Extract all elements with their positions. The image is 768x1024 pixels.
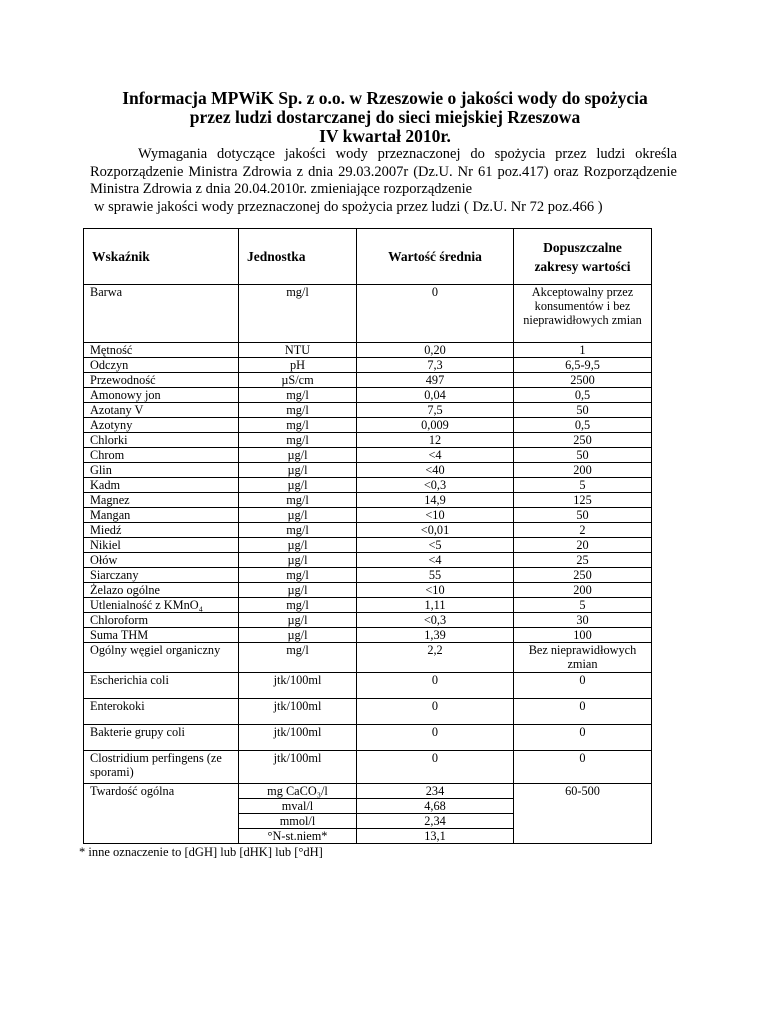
table-row	[84, 568, 652, 583]
indicator-allowed-range: 2	[514, 523, 652, 538]
table-row	[84, 553, 652, 568]
indicator-allowed-range: 250	[514, 433, 652, 448]
indicator-name: Amonowy jon	[84, 388, 239, 403]
table-row	[84, 358, 652, 373]
indicator-allowed-range: 50	[514, 403, 652, 418]
hardness-unit: °N-st.niem*	[239, 829, 357, 844]
table-row	[84, 699, 652, 725]
indicator-unit: mg/l	[239, 388, 357, 403]
intro-text-main: Wymagania dotyczące jakości wody przeznaczonej do spożycia przez ludzi określa Rozporządzenie Ministra Zdrowia z dnia 29.03.2007r (Dz.U. Nr 61 poz.417) oraz Rozporządzenie Ministra Zdrowia z dnia 20.04.2010r. zmieniające rozporządzenie	[90, 146, 677, 197]
indicator-average-value: <40	[357, 463, 514, 478]
indicator-unit: mg/l	[239, 643, 357, 673]
indicator-unit: NTU	[239, 343, 357, 358]
indicator-name: Nikiel	[84, 538, 239, 553]
indicator-average-value: 0,20	[357, 343, 514, 358]
indicator-allowed-range: 0	[514, 725, 652, 751]
indicator-average-value: <4	[357, 553, 514, 568]
indicator-average-value: 0,009	[357, 418, 514, 433]
indicator-name: Escherichia coli	[84, 673, 239, 699]
water-quality-table	[83, 228, 652, 844]
indicator-unit: µg/l	[239, 628, 357, 643]
table-row	[84, 343, 652, 358]
indicator-average-value: 1,39	[357, 628, 514, 643]
header-wskaznik: Wskaźnik	[84, 229, 239, 285]
indicator-unit: µg/l	[239, 613, 357, 628]
title-line-2: przez ludzi dostarczanej do sieci miejskiej Rzeszowa	[189, 107, 581, 127]
indicator-unit: µg/l	[239, 463, 357, 478]
indicator-unit: mg/l	[239, 598, 357, 613]
indicator-average-value: <0,01	[357, 523, 514, 538]
indicator-average-value: 1,11	[357, 598, 514, 613]
table-row	[84, 388, 652, 403]
table-row-hardness	[84, 784, 652, 799]
indicator-unit: jtk/100ml	[239, 725, 357, 751]
header-dopuszczalne-zakresy: Dopuszczalne zakresy wartości	[514, 229, 652, 285]
indicator-unit: mg/l	[239, 403, 357, 418]
indicator-name: Clostridium perfingens (ze sporami)	[84, 751, 239, 784]
indicator-average-value: 0	[357, 725, 514, 751]
indicator-unit: µg/l	[239, 553, 357, 568]
indicator-name: Barwa	[84, 285, 239, 343]
table-row	[84, 285, 652, 343]
indicator-average-value: 55	[357, 568, 514, 583]
indicator-average-value: <10	[357, 508, 514, 523]
hardness-unit: mmol/l	[239, 814, 357, 829]
indicator-allowed-range: Bez nieprawidłowych zmian	[514, 643, 652, 673]
indicator-unit: mg/l	[239, 418, 357, 433]
table-row	[84, 508, 652, 523]
indicator-name: Ołów	[84, 553, 239, 568]
indicator-average-value: 2,2	[357, 643, 514, 673]
table-row	[84, 463, 652, 478]
table-row	[84, 673, 652, 699]
indicator-name: Przewodność	[84, 373, 239, 388]
table-row	[84, 373, 652, 388]
indicator-allowed-range: 2500	[514, 373, 652, 388]
indicator-average-value: 0	[357, 285, 514, 343]
indicator-name: Bakterie grupy coli	[84, 725, 239, 751]
indicator-average-value: 497	[357, 373, 514, 388]
indicator-allowed-range: 0,5	[514, 388, 652, 403]
indicator-allowed-range: 200	[514, 463, 652, 478]
indicator-allowed-range: 125	[514, 493, 652, 508]
indicator-allowed-range: 25	[514, 553, 652, 568]
indicator-name: Ogólny węgiel organiczny	[84, 643, 239, 673]
indicator-unit: µg/l	[239, 583, 357, 598]
footnote: * inne oznaczenie to [dGH] lub [dHK] lub [°dH]	[79, 845, 323, 859]
indicator-name: Odczyn	[84, 358, 239, 373]
indicator-allowed-range: 6,5-9,5	[514, 358, 652, 373]
indicator-name: Kadm	[84, 478, 239, 493]
indicator-unit: µg/l	[239, 508, 357, 523]
indicator-average-value: <5	[357, 538, 514, 553]
indicator-average-value: 12	[357, 433, 514, 448]
indicator-name: Azotany V	[84, 403, 239, 418]
indicator-unit: mg/l	[239, 493, 357, 508]
indicator-unit: mg/l	[239, 285, 357, 343]
indicator-allowed-range: 5	[514, 598, 652, 613]
indicator-allowed-range: 20	[514, 538, 652, 553]
indicator-unit: µg/l	[239, 448, 357, 463]
indicator-unit: µS/cm	[239, 373, 357, 388]
indicator-allowed-range: 250	[514, 568, 652, 583]
indicator-unit: mg/l	[239, 433, 357, 448]
indicator-name: Azotyny	[84, 418, 239, 433]
table-row	[84, 725, 652, 751]
hardness-unit: mval/l	[239, 799, 357, 814]
table-row	[84, 403, 652, 418]
indicator-name: Chlorki	[84, 433, 239, 448]
table-row	[84, 628, 652, 643]
indicator-average-value: 0	[357, 751, 514, 784]
indicator-name: Glin	[84, 463, 239, 478]
indicator-allowed-range: 30	[514, 613, 652, 628]
table-row	[84, 613, 652, 628]
indicator-name: Suma THM	[84, 628, 239, 643]
indicator-unit: mg/l	[239, 523, 357, 538]
hardness-value: 234	[357, 784, 514, 799]
indicator-average-value: <4	[357, 448, 514, 463]
indicator-allowed-range: 0,5	[514, 418, 652, 433]
indicator-name: Siarczany	[84, 568, 239, 583]
table-row	[84, 583, 652, 598]
indicator-name: Chloroform	[84, 613, 239, 628]
table-row	[84, 538, 652, 553]
indicator-unit: jtk/100ml	[239, 699, 357, 725]
title-line-1: Informacja MPWiK Sp. z o.o. w Rzeszowie o jakości wody do spożycia	[122, 88, 648, 108]
indicator-average-value: 7,5	[357, 403, 514, 418]
indicator-average-value: <10	[357, 583, 514, 598]
table-row	[84, 448, 652, 463]
table-row	[84, 598, 652, 613]
indicator-name: Chrom	[84, 448, 239, 463]
indicator-name: Żelazo ogólne	[84, 583, 239, 598]
indicator-average-value: 14,9	[357, 493, 514, 508]
indicator-average-value: 7,3	[357, 358, 514, 373]
indicator-average-value: 0	[357, 673, 514, 699]
table-row	[84, 493, 652, 508]
table-row	[84, 433, 652, 448]
indicator-average-value: 0,04	[357, 388, 514, 403]
indicator-unit: pH	[239, 358, 357, 373]
indicator-name: Magnez	[84, 493, 239, 508]
table-row	[84, 478, 652, 493]
table-row	[84, 523, 652, 538]
table-body	[84, 285, 652, 844]
indicator-unit: µg/l	[239, 478, 357, 493]
indicator-unit: jtk/100ml	[239, 751, 357, 784]
indicator-unit: µg/l	[239, 538, 357, 553]
indicator-name: Utlenialność z KMnO₄	[84, 598, 239, 613]
intro-paragraph	[90, 146, 677, 216]
indicator-average-value: <0,3	[357, 478, 514, 493]
indicator-allowed-range: 0	[514, 699, 652, 725]
title-line-3: IV kwartał 2010r.	[319, 126, 451, 146]
indicator-average-value: 0	[357, 699, 514, 725]
indicator-unit: jtk/100ml	[239, 673, 357, 699]
indicator-allowed-range: 50	[514, 508, 652, 523]
indicator-name: Mangan	[84, 508, 239, 523]
indicator-allowed-range: 5	[514, 478, 652, 493]
indicator-allowed-range: 100	[514, 628, 652, 643]
table-row	[84, 418, 652, 433]
hardness-value: 4,68	[357, 799, 514, 814]
hardness-allowed-range: 60-500	[514, 784, 652, 844]
hardness-value: 2,34	[357, 814, 514, 829]
hardness-unit: mg CaCO₃/l	[239, 784, 357, 799]
indicator-average-value: <0,3	[357, 613, 514, 628]
indicator-allowed-range: 200	[514, 583, 652, 598]
indicator-allowed-range: 0	[514, 751, 652, 784]
table-row	[84, 751, 652, 784]
table-row	[84, 643, 652, 673]
hardness-name: Twardość ogólna	[84, 784, 239, 844]
indicator-allowed-range: 0	[514, 673, 652, 699]
intro-text-last: w sprawie jakości wody przeznaczonej do spożycia przez ludzi ( Dz.U. Nr 72 poz.466 )	[94, 198, 603, 215]
indicator-allowed-range: 50	[514, 448, 652, 463]
table-header-row	[84, 229, 652, 285]
indicator-name: Miedź	[84, 523, 239, 538]
indicator-unit: mg/l	[239, 568, 357, 583]
indicator-name: Enterokoki	[84, 699, 239, 725]
indicator-allowed-range: 1	[514, 343, 652, 358]
header-wartosc-srednia: Wartość średnia	[357, 229, 514, 285]
indicator-name: Mętność	[84, 343, 239, 358]
indicator-allowed-range: Akceptowalny przez konsumentów i bez nieprawidłowych zmian	[514, 285, 652, 343]
header-jednostka: Jednostka	[239, 229, 357, 285]
hardness-value: 13,1	[357, 829, 514, 844]
